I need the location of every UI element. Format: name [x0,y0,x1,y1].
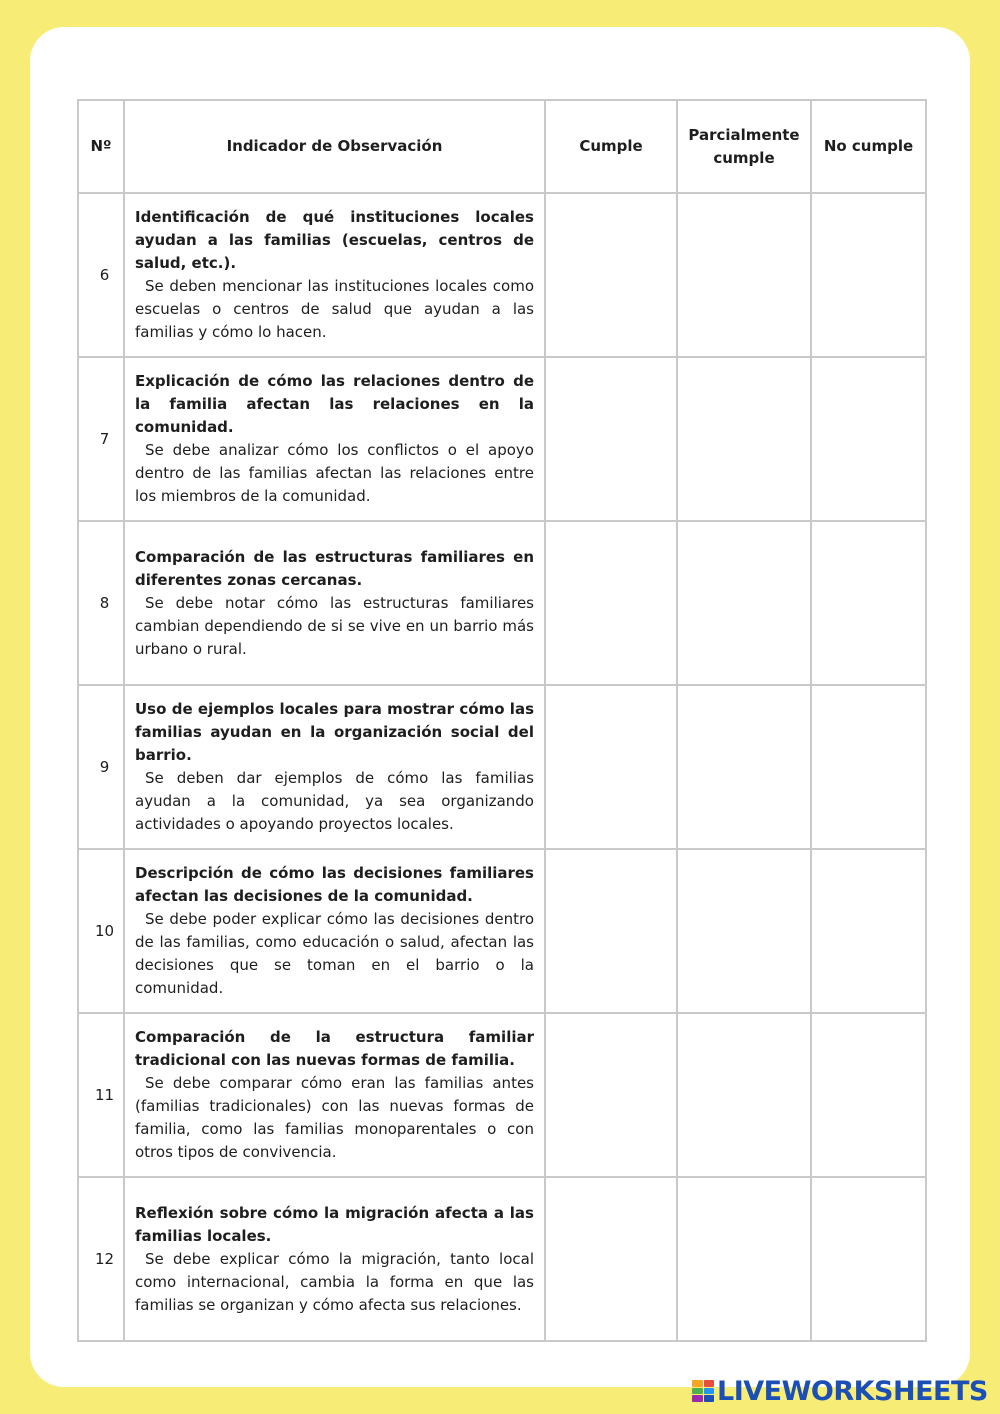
row-number: 7 [78,357,124,521]
no-cumple-cell[interactable] [811,1013,926,1177]
indicator-title: Comparación de las estructuras familiares en diferentes zonas cercanas. [135,547,534,589]
cumple-cell[interactable] [545,357,677,521]
row-number: 11 [78,1013,124,1177]
indicator-description: Se debe analizar cómo los conflictos o el apoyo dentro de las familias afectan las relaciones entre los miembros de la comunidad. [135,441,534,505]
logo-block [692,1388,703,1395]
indicator-title: Descripción de cómo las decisiones familiares afectan las decisiones de la comunidad. [135,864,534,905]
logo-block [692,1380,703,1387]
parcialmente-cumple-cell[interactable] [677,193,811,357]
parcialmente-cumple-cell[interactable] [677,1013,811,1177]
table-row [78,1013,926,1177]
parcialmente-cumple-cell[interactable] [677,521,811,685]
no-cumple-cell[interactable] [811,521,926,685]
observation-rubric-table [77,99,927,1342]
parcialmente-cumple-cell[interactable] [677,685,811,849]
logo-block [704,1388,715,1395]
indicator-title: Identificación de qué instituciones locales ayudan a las familias (escuelas, centros de salud, etc.). [135,208,534,272]
logo-block [704,1380,715,1387]
no-cumple-cell[interactable] [811,685,926,849]
indicator-description: Se deben mencionar las instituciones locales como escuelas o centros de salud que ayudan a las familias y cómo lo hacen. [135,277,534,341]
cumple-cell[interactable] [545,685,677,849]
header-cumple: Cumple [545,100,677,193]
liveworksheets-logo[interactable] [692,1376,988,1406]
table-header-row [78,100,926,193]
indicator-cell [124,849,545,1013]
row-number: 8 [78,521,124,685]
table-row [78,521,926,685]
row-number: 10 [78,849,124,1013]
table-row [78,357,926,521]
parcialmente-cumple-cell[interactable] [677,849,811,1013]
indicator-description: Se debe explicar cómo la migración, tanto local como internacional, cambia la forma en que las familias se organizan y cómo afecta sus relaciones. [135,1249,534,1314]
indicator-cell [124,521,545,685]
header-indicator: Indicador de Observación [124,100,545,193]
table-row [78,849,926,1013]
indicator-cell [124,685,545,849]
indicator-cell [124,1177,545,1341]
cumple-cell[interactable] [545,1177,677,1341]
table-row [78,685,926,849]
indicator-description: Se debe poder explicar cómo las decisiones dentro de las familias, como educación o salud, afectan las decisiones que se toman en el barrio o la comunidad. [135,910,534,997]
indicator-description: Se debe notar cómo las estructuras familiares cambian dependiendo de si se vive en un barrio más urbano o rural. [135,593,534,658]
indicator-cell [124,193,545,357]
indicator-cell [124,357,545,521]
logo-text: LIVEWORKSHEETS [717,1375,988,1407]
no-cumple-cell[interactable] [811,1177,926,1341]
indicator-description: Se debe comparar cómo eran las familias antes (familias tradicionales) con las nuevas formas de familia, como las familias monoparentales o con otros tipos de convivencia. [135,1074,534,1161]
cumple-cell[interactable] [545,521,677,685]
indicator-description: Se deben dar ejemplos de cómo las familias ayudan a la comunidad, ya sea organizando actividades o apoyando proyectos locales. [135,769,534,833]
header-no-cumple: No cumple [811,100,926,193]
row-number: 9 [78,685,124,849]
header-number: Nº [78,100,124,193]
indicator-title: Reflexión sobre cómo la migración afecta a las familias locales. [135,1203,534,1245]
logo-block [692,1395,703,1402]
table-row [78,1177,926,1341]
indicator-title: Uso de ejemplos locales para mostrar cómo las familias ayudan en la organización social del barrio. [135,700,534,764]
table-row [78,193,926,357]
parcialmente-cumple-cell[interactable] [677,1177,811,1341]
cumple-cell[interactable] [545,849,677,1013]
indicator-cell [124,1013,545,1177]
parcialmente-cumple-cell[interactable] [677,357,811,521]
cumple-cell[interactable] [545,1013,677,1177]
no-cumple-cell[interactable] [811,193,926,357]
indicator-title: Comparación de la estructura familiar tradicional con las nuevas formas de familia. [135,1028,534,1069]
no-cumple-cell[interactable] [811,357,926,521]
indicator-title: Explicación de cómo las relaciones dentro de la familia afectan las relaciones en la comunidad. [135,372,534,436]
no-cumple-cell[interactable] [811,849,926,1013]
logo-block [704,1395,715,1402]
liveworksheets-logo-icon [692,1380,714,1402]
row-number: 6 [78,193,124,357]
header-parcialmente-cumple: Parcialmente cumple [677,100,811,193]
cumple-cell[interactable] [545,193,677,357]
row-number: 12 [78,1177,124,1341]
